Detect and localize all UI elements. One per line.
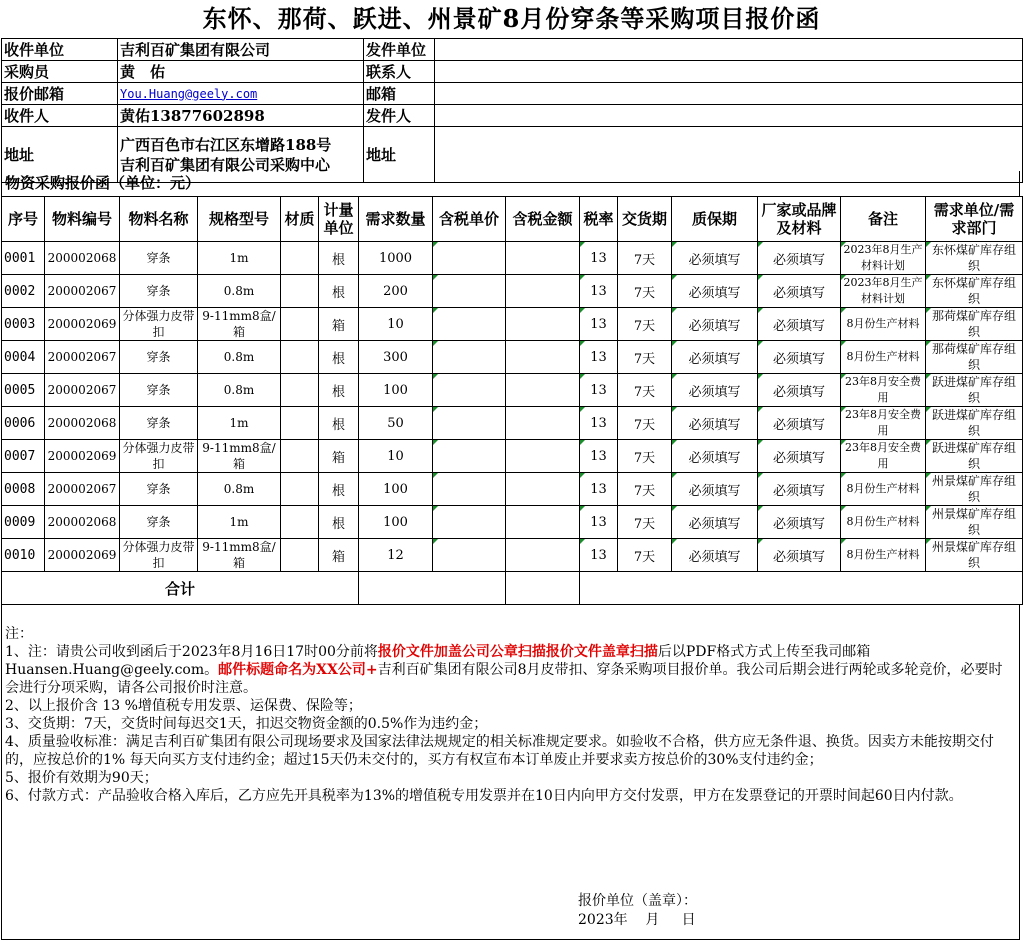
header-cell: 需求单位/需求部门 xyxy=(926,197,1023,242)
name-cell: 穿条 xyxy=(120,341,198,374)
qty-cell: 10 xyxy=(359,308,433,341)
warranty-cell[interactable]: 必须填写 xyxy=(672,308,758,341)
name-cell: 分体强力皮带扣 xyxy=(120,308,198,341)
name-cell: 分体强力皮带扣 xyxy=(120,539,198,572)
sender-unit-label: 发件单位 xyxy=(364,39,435,61)
seq-cell: 0003 xyxy=(2,308,45,341)
header-cell: 含税单价 xyxy=(433,197,506,242)
amount-cell[interactable] xyxy=(506,539,580,572)
table-row xyxy=(2,440,1023,473)
qty-cell: 1000 xyxy=(359,242,433,275)
note-5: 5、报价有效期为90天； xyxy=(5,770,158,786)
qty-cell: 200 xyxy=(359,275,433,308)
unit-cell: 根 xyxy=(319,341,359,374)
buyer-label: 采购员 xyxy=(2,61,118,83)
code-cell: 200002067 xyxy=(45,341,120,374)
name-cell: 穿条 xyxy=(120,473,198,506)
remark-cell: 8月份生产材料 xyxy=(841,473,926,506)
delivery-cell: 7天 xyxy=(618,440,672,473)
table-row xyxy=(2,275,1023,308)
tax-rate-cell: 13 xyxy=(580,341,618,374)
header-cell: 交货期 xyxy=(618,197,672,242)
note-1-part-b: 后以PDF格式方式上传至我司邮箱Huansen.Huang@geely.com。 xyxy=(5,644,871,678)
unit-price-cell[interactable] xyxy=(433,473,506,506)
note-1 xyxy=(5,643,1016,697)
header-cell: 税率 xyxy=(580,197,618,242)
note-6: 6、付款方式：产品验收合格入库后，乙方应先开具税率为13%的增值税专用发票并在10日内向甲方交付发票，甲方在发票登记的开票时间起60日内付款。 xyxy=(5,788,963,804)
spec-cell: 9-11mm8盒/箱 xyxy=(198,440,281,473)
spec-cell: 9-11mm8盒/箱 xyxy=(198,539,281,572)
tax-rate-cell: 13 xyxy=(580,440,618,473)
amount-cell[interactable] xyxy=(506,341,580,374)
delivery-cell: 7天 xyxy=(618,308,672,341)
unit-price-cell[interactable] xyxy=(433,407,506,440)
note-1-highlight-2: 邮件标题命名为XX公司+ xyxy=(218,662,378,678)
total-label-cell: 合计 xyxy=(2,572,359,605)
material-cell[interactable] xyxy=(281,506,319,539)
unit-price-cell[interactable] xyxy=(433,440,506,473)
address-line-1: 广西百色市右江区东增路188号 xyxy=(120,135,332,154)
tax-rate-cell: 13 xyxy=(580,506,618,539)
header-cell: 含税金额 xyxy=(506,197,580,242)
header-cell: 备注 xyxy=(841,197,926,242)
qty-cell: 300 xyxy=(359,341,433,374)
seq-cell: 0006 xyxy=(2,407,45,440)
remark-cell: 2023年8月生产材料计划 xyxy=(841,242,926,275)
warranty-cell[interactable]: 必须填写 xyxy=(672,539,758,572)
material-cell[interactable] xyxy=(281,341,319,374)
quote-date: 2023年 月 日 xyxy=(578,912,696,928)
remark-cell: 23年8月安全费用 xyxy=(841,374,926,407)
note-1-part-a: 1、注：请贵公司收到函后于2023年8月16日17时00分前将 xyxy=(5,644,378,660)
dept-cell: 州景煤矿库存组织 xyxy=(926,473,1023,506)
contact-label: 联系人 xyxy=(364,61,435,83)
notes-section xyxy=(1,605,1020,940)
remark-cell: 8月份生产材料 xyxy=(841,341,926,374)
info-table xyxy=(1,38,1023,183)
warranty-cell[interactable]: 必须填写 xyxy=(672,275,758,308)
mailbox-label: 邮箱 xyxy=(364,83,435,105)
brand-cell[interactable]: 必须填写 xyxy=(758,407,841,440)
warranty-cell[interactable]: 必须填写 xyxy=(672,440,758,473)
delivery-cell: 7天 xyxy=(618,473,672,506)
table-row xyxy=(2,374,1023,407)
unit-price-cell[interactable] xyxy=(433,242,506,275)
seq-cell: 0010 xyxy=(2,539,45,572)
dept-cell: 州景煤矿库存组织 xyxy=(926,539,1023,572)
note-3: 3、交货期：7天，交货时间每迟交1天，扣迟交物资金额的0.5%作为违约金； xyxy=(5,716,488,732)
table-row xyxy=(2,341,1023,374)
unit-price-cell[interactable] xyxy=(433,275,506,308)
amount-cell[interactable] xyxy=(506,275,580,308)
notes-heading: 注： xyxy=(5,626,33,642)
material-cell[interactable] xyxy=(281,374,319,407)
name-cell: 穿条 xyxy=(120,275,198,308)
code-cell: 200002067 xyxy=(45,275,120,308)
unit-price-cell[interactable] xyxy=(433,539,506,572)
page-title: 东怀、那荷、跃进、州景矿8月份穿条等采购项目报价函 xyxy=(202,4,821,33)
code-cell: 200002067 xyxy=(45,374,120,407)
sender-label: 发件人 xyxy=(364,105,435,127)
name-cell: 穿条 xyxy=(120,407,198,440)
dept-cell: 州景煤矿库存组织 xyxy=(926,506,1023,539)
total-amount-cell[interactable] xyxy=(506,572,580,605)
name-cell: 穿条 xyxy=(120,242,198,275)
remark-cell: 2023年8月生产材料计划 xyxy=(841,275,926,308)
quote-email-label: 报价邮箱 xyxy=(2,83,118,105)
header-cell: 计量单位 xyxy=(319,197,359,242)
remark-cell: 23年8月安全费用 xyxy=(841,440,926,473)
items-table xyxy=(1,196,1023,605)
material-cell[interactable] xyxy=(281,308,319,341)
table-row xyxy=(2,308,1023,341)
spec-cell: 1m xyxy=(198,242,281,275)
amount-cell[interactable] xyxy=(506,440,580,473)
seq-cell: 0004 xyxy=(2,341,45,374)
material-cell[interactable] xyxy=(281,539,319,572)
tax-rate-cell: 13 xyxy=(580,275,618,308)
unit-price-cell[interactable] xyxy=(433,374,506,407)
spec-cell: 9-11mm8盒/箱 xyxy=(198,308,281,341)
unit-cell: 根 xyxy=(319,473,359,506)
tax-rate-cell: 13 xyxy=(580,539,618,572)
warranty-cell[interactable]: 必须填写 xyxy=(672,242,758,275)
header-cell: 材质 xyxy=(281,197,319,242)
table-row xyxy=(2,539,1023,572)
sender-value[interactable] xyxy=(435,105,1023,127)
tax-rate-cell: 13 xyxy=(580,242,618,275)
delivery-cell: 7天 xyxy=(618,539,672,572)
note-1-highlight-1: 报价文件加盖公司公章扫描报价文件盖章扫描 xyxy=(377,644,658,660)
header-cell: 质保期 xyxy=(672,197,758,242)
dept-cell: 跃进煤矿库存组织 xyxy=(926,374,1023,407)
name-cell: 穿条 xyxy=(120,506,198,539)
dept-cell: 跃进煤矿库存组织 xyxy=(926,407,1023,440)
spec-cell: 0.8m xyxy=(198,275,281,308)
remark-cell: 8月份生产材料 xyxy=(841,506,926,539)
seq-cell: 0001 xyxy=(2,242,45,275)
signature-block xyxy=(578,892,697,930)
spec-cell: 1m xyxy=(198,407,281,440)
warranty-cell[interactable]: 必须填写 xyxy=(672,407,758,440)
seq-cell: 0008 xyxy=(2,473,45,506)
brand-cell[interactable]: 必须填写 xyxy=(758,242,841,275)
header-cell: 序号 xyxy=(2,197,45,242)
unit-cell: 箱 xyxy=(319,440,359,473)
material-cell[interactable] xyxy=(281,440,319,473)
address-line-2: 吉利百矿集团有限公司采购中心 xyxy=(120,155,331,174)
seq-cell: 0005 xyxy=(2,374,45,407)
note-4: 4、质量验收标准：满足吉利百矿集团有限公司现场要求及国家法律法规规定的相关标准规定要求。如验收不合格，供方应无条件退、换货。因卖方未能按期交付的，应按总价的1% 每天向买方支付违约金；超过15天仍未交付的，买方有权宣布本订单废止并要求卖方按总价的30%支付违约金； xyxy=(5,734,994,768)
material-cell[interactable] xyxy=(281,275,319,308)
section-title: 物资采购报价函（单位：元） xyxy=(1,171,1020,196)
table-row xyxy=(2,506,1023,539)
code-cell: 200002069 xyxy=(45,440,120,473)
sender-unit-value[interactable] xyxy=(435,39,1023,61)
material-cell[interactable] xyxy=(281,407,319,440)
amount-cell[interactable] xyxy=(506,473,580,506)
contact-value[interactable] xyxy=(435,61,1023,83)
delivery-cell: 7天 xyxy=(618,242,672,275)
spec-cell: 0.8m xyxy=(198,374,281,407)
qty-cell: 10 xyxy=(359,440,433,473)
unit-cell: 箱 xyxy=(319,308,359,341)
brand-cell[interactable]: 必须填写 xyxy=(758,275,841,308)
total-blank-cell xyxy=(359,572,506,605)
brand-cell[interactable]: 必须填写 xyxy=(758,374,841,407)
warranty-cell[interactable]: 必须填写 xyxy=(672,473,758,506)
brand-cell[interactable]: 必须填写 xyxy=(758,308,841,341)
delivery-cell: 7天 xyxy=(618,275,672,308)
warranty-cell[interactable]: 必须填写 xyxy=(672,506,758,539)
brand-cell[interactable]: 必须填写 xyxy=(758,473,841,506)
delivery-cell: 7天 xyxy=(618,374,672,407)
buyer-value: 黄 佑 xyxy=(118,61,364,83)
tax-rate-cell: 13 xyxy=(580,308,618,341)
unit-cell: 根 xyxy=(319,242,359,275)
quote-unit-stamp: 报价单位（盖章）： xyxy=(578,893,697,909)
dept-cell: 东怀煤矿库存组织 xyxy=(926,242,1023,275)
code-cell: 200002069 xyxy=(45,308,120,341)
brand-cell[interactable]: 必须填写 xyxy=(758,506,841,539)
unit-cell: 根 xyxy=(319,374,359,407)
address-label-right: 地址 xyxy=(364,127,435,183)
total-rest-cell xyxy=(580,572,1023,605)
remark-cell: 8月份生产材料 xyxy=(841,308,926,341)
tax-rate-cell: 13 xyxy=(580,374,618,407)
tax-rate-cell: 13 xyxy=(580,473,618,506)
code-cell: 200002069 xyxy=(45,539,120,572)
header-cell: 需求数量 xyxy=(359,197,433,242)
header-cell: 物料编号 xyxy=(45,197,120,242)
seq-cell: 0009 xyxy=(2,506,45,539)
code-cell: 200002067 xyxy=(45,473,120,506)
dept-cell: 那荷煤矿库存组织 xyxy=(926,341,1023,374)
name-cell: 分体强力皮带扣 xyxy=(120,440,198,473)
qty-cell: 100 xyxy=(359,473,433,506)
header-cell: 物料名称 xyxy=(120,197,198,242)
recipient-label: 收件人 xyxy=(2,105,118,127)
amount-cell[interactable] xyxy=(506,407,580,440)
spec-cell: 0.8m xyxy=(198,341,281,374)
delivery-cell: 7天 xyxy=(618,506,672,539)
dept-cell: 跃进煤矿库存组织 xyxy=(926,440,1023,473)
material-cell[interactable] xyxy=(281,473,319,506)
amount-cell[interactable] xyxy=(506,374,580,407)
tax-rate-cell: 13 xyxy=(580,407,618,440)
items-header-row xyxy=(2,197,1023,242)
header-cell: 厂家或品牌及材料 xyxy=(758,197,841,242)
mailbox-value[interactable] xyxy=(435,83,1023,105)
unit-cell: 根 xyxy=(319,506,359,539)
unit-price-cell[interactable] xyxy=(433,506,506,539)
warranty-cell[interactable]: 必须填写 xyxy=(672,341,758,374)
unit-cell: 箱 xyxy=(319,539,359,572)
receiver-value: 吉利百矿集团有限公司 xyxy=(118,39,364,61)
brand-cell[interactable]: 必须填写 xyxy=(758,539,841,572)
unit-price-cell[interactable] xyxy=(433,341,506,374)
note-1-part-c: 吉利百矿集团有限公司8月皮带扣、穿条采购项目报价单。我公司后期会进行两轮或多轮竞价，必要时会进行分项采购，请各公司报价时注意。 xyxy=(5,662,1003,696)
qty-cell: 100 xyxy=(359,506,433,539)
amount-cell[interactable] xyxy=(506,506,580,539)
qty-cell: 50 xyxy=(359,407,433,440)
code-cell: 200002068 xyxy=(45,242,120,275)
remark-cell: 8月份生产材料 xyxy=(841,539,926,572)
remark-cell: 23年8月安全费用 xyxy=(841,407,926,440)
name-cell: 穿条 xyxy=(120,374,198,407)
total-row xyxy=(2,572,1023,605)
seq-cell: 0007 xyxy=(2,440,45,473)
table-row xyxy=(2,242,1023,275)
header-cell: 规格型号 xyxy=(198,197,281,242)
spec-cell: 0.8m xyxy=(198,473,281,506)
table-row xyxy=(2,407,1023,440)
quote-email-link[interactable]: You.Huang@geely.com xyxy=(118,83,364,105)
delivery-cell: 7天 xyxy=(618,341,672,374)
material-cell[interactable] xyxy=(281,242,319,275)
spec-cell: 1m xyxy=(198,506,281,539)
seq-cell: 0002 xyxy=(2,275,45,308)
brand-cell[interactable]: 必须填写 xyxy=(758,341,841,374)
unit-price-cell[interactable] xyxy=(433,308,506,341)
qty-cell: 12 xyxy=(359,539,433,572)
unit-cell: 根 xyxy=(319,275,359,308)
unit-cell: 根 xyxy=(319,407,359,440)
dept-cell: 东怀煤矿库存组织 xyxy=(926,275,1023,308)
dept-cell: 那荷煤矿库存组织 xyxy=(926,308,1023,341)
receiver-label: 收件单位 xyxy=(2,39,118,61)
brand-cell[interactable]: 必须填写 xyxy=(758,440,841,473)
delivery-cell: 7天 xyxy=(618,407,672,440)
amount-cell[interactable] xyxy=(506,242,580,275)
warranty-cell[interactable]: 必须填写 xyxy=(672,374,758,407)
table-row xyxy=(2,473,1023,506)
code-cell: 200002068 xyxy=(45,407,120,440)
recipient-value: 黄佑13877602898 xyxy=(118,105,364,127)
qty-cell: 100 xyxy=(359,374,433,407)
amount-cell[interactable] xyxy=(506,308,580,341)
address-label: 地址 xyxy=(2,127,118,183)
note-2: 2、以上报价含 13 %增值税专用发票、运保费、保险等； xyxy=(5,698,362,714)
code-cell: 200002068 xyxy=(45,506,120,539)
